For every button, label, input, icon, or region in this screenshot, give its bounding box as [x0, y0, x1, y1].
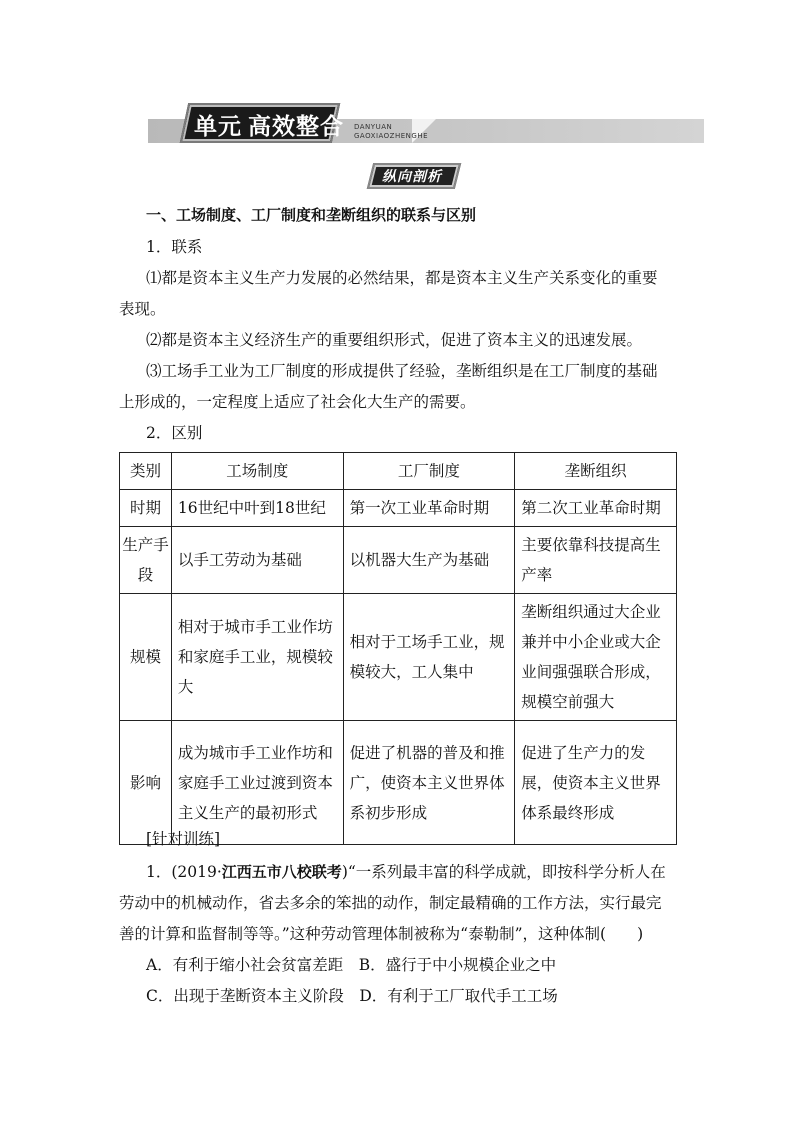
table-cell: 相对于工场手工业，规模较大，工人集中 [343, 594, 515, 721]
subsection-diff-title: 2．区别 [146, 424, 203, 442]
table-row [120, 594, 677, 721]
question-options-1: A．有利于缩小社会贫富差距 B．盛行于中小规模企业之中 [146, 956, 557, 974]
section-badge: 纵向剖析 [370, 163, 458, 189]
table-cell: 主要依靠科技提高生产率 [515, 527, 677, 594]
table-row [120, 490, 677, 527]
question-options-2: C．出现于垄断资本主义阶段 D．有利于工厂取代手工工场 [146, 987, 558, 1005]
table-cell: 促进了生产力的发展，使资本主义世界体系最终形成 [515, 721, 677, 845]
table-cell: 促进了机器的普及和推广，使资本主义世界体系初步形成 [343, 721, 515, 845]
table-row [120, 527, 677, 594]
table-cell: 规模 [120, 594, 172, 721]
banner-pinyin: DANYUAN GAOXIAOZHENGHE [354, 123, 429, 140]
question-line-2: 劳动中的机械动作，省去多余的笨拙的动作，制定最精确的工作方法，实行最完 [119, 894, 662, 912]
question-line-1: 1．(2019·江西五市八校联考)“一系列最丰富的科学成就，即按科学分析人在 [146, 863, 666, 881]
point-3-line-1: ⑶工场手工业为工厂制度的形成提供了经验，垄断组织是在工厂制度的基础 [146, 362, 658, 380]
table-cell: 第二次工业革命时期 [515, 490, 677, 527]
banner-title: 单元 高效整合 [194, 114, 344, 140]
table-cell: 16世纪中叶到18世纪 [171, 490, 343, 527]
table-cell: 生产手段 [120, 527, 172, 594]
table-header-cell: 垄断组织 [515, 453, 677, 490]
unit-banner [148, 103, 704, 145]
table-cell: 影响 [120, 721, 172, 845]
point-2: ⑵都是资本主义经济生产的重要组织形式，促进了资本主义的迅速发展。 [146, 331, 643, 349]
training-label: [针对训练] [146, 830, 221, 848]
subsection-link-title: 1．联系 [146, 238, 203, 256]
table-header-row [120, 453, 677, 490]
section-title: 一、工场制度、工厂制度和垄断组织的联系与区别 [146, 206, 477, 224]
table-cell: 成为城市手工业作坊和家庭手工业过渡到资本主义生产的最初形式 [171, 721, 343, 845]
table-cell: 以机器大生产为基础 [343, 527, 515, 594]
comparison-table [119, 452, 677, 845]
point-1-line-1: ⑴都是资本主义生产力发展的必然结果，都是资本主义生产关系变化的重要 [146, 269, 658, 287]
table-header-cell: 工厂制度 [343, 453, 515, 490]
question-source: 江西五市八校联考 [221, 863, 342, 881]
table-cell: 时期 [120, 490, 172, 527]
table-cell: 垄断组织通过大企业兼并中小企业或大企业间强强联合形成，规模空前强大 [515, 594, 677, 721]
table-cell: 相对于城市手工业作坊和家庭手工业，规模较大 [171, 594, 343, 721]
table-header-cell: 工场制度 [171, 453, 343, 490]
table-cell: 以手工劳动为基础 [171, 527, 343, 594]
question-line-3: 善的计算和监督制等等。”这种劳动管理体制被称为“泰勒制”，这种体制( ) [119, 925, 644, 943]
table-cell: 第一次工业革命时期 [343, 490, 515, 527]
table-header-cell: 类别 [120, 453, 172, 490]
point-3-line-2: 上形成的，一定程度上适应了社会化大生产的需要。 [119, 393, 476, 411]
point-1-line-2: 表现。 [119, 300, 166, 318]
